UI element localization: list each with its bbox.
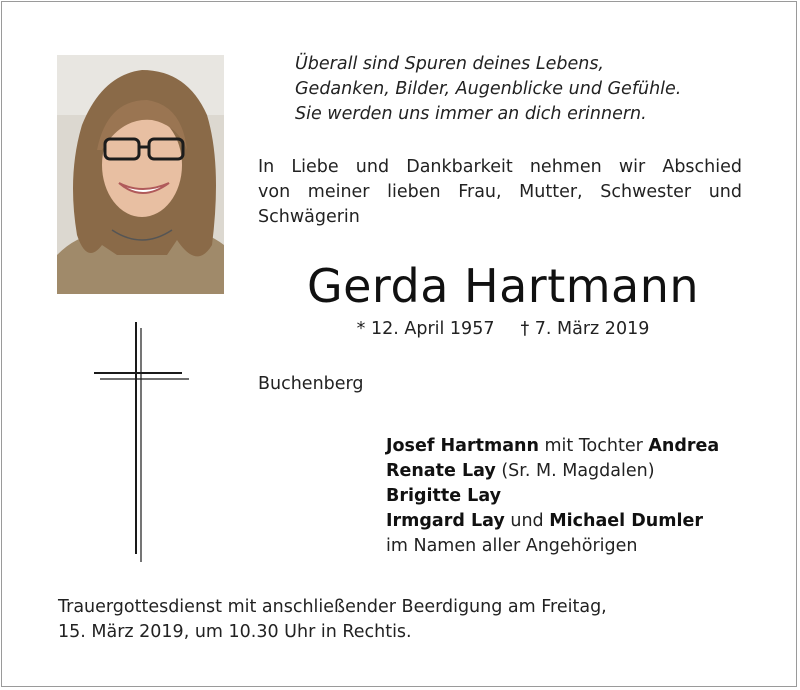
mourner-relation: (Sr. M. Magdalen) (495, 461, 655, 481)
service-line: 15. März 2019, um 10.30 Uhr in Rechtis. (58, 622, 412, 642)
mourner-name: Irmgard Lay (386, 511, 505, 531)
cross-icon (94, 322, 189, 562)
mourner-name: Brigitte Lay (386, 486, 502, 506)
farewell-line: von meiner lieben Frau, Mutter, Schwester und (258, 182, 742, 202)
mourner-name: Michael Dumler (549, 511, 703, 531)
mourner-relation: mit Tochter (538, 436, 649, 456)
verse-line: Überall sind Spuren deines Lebens, (295, 54, 604, 74)
mourner-row (386, 509, 719, 534)
memorial-verse (295, 52, 765, 127)
mourner-relation: und (504, 511, 550, 531)
verse-line: Sie werden uns immer an dich erinnern. (295, 104, 647, 124)
funeral-service-info (58, 595, 607, 645)
mourner-name: Renate Lay (386, 461, 496, 481)
mourners-list (386, 434, 719, 559)
mourner-row (386, 484, 719, 509)
hometown: Buchenberg (258, 374, 364, 394)
portrait-photo (57, 55, 224, 294)
service-line: Trauergottesdienst mit anschließender Beerdigung am Freitag, (58, 597, 607, 617)
mourner-row (386, 459, 719, 484)
verse-line: Gedanken, Bilder, Augenblicke und Gefühle. (295, 79, 682, 99)
deceased-name: Gerda Hartmann (306, 259, 700, 313)
portrait-image (57, 55, 224, 294)
farewell-text (258, 155, 742, 230)
farewell-line: In Liebe und Dankbarkeit nehmen wir Abschied (258, 157, 742, 177)
death-date: † 7. März 2019 (520, 319, 650, 339)
life-dates (258, 316, 748, 342)
mourner-row: im Namen aller Angehörigen (386, 536, 638, 556)
mourner-row (386, 434, 719, 459)
farewell-line: Schwägerin (258, 207, 360, 227)
birth-date: * 12. April 1957 (356, 319, 495, 339)
mourner-name: Andrea (648, 436, 720, 456)
mourner-name: Josef Hartmann (386, 436, 539, 456)
